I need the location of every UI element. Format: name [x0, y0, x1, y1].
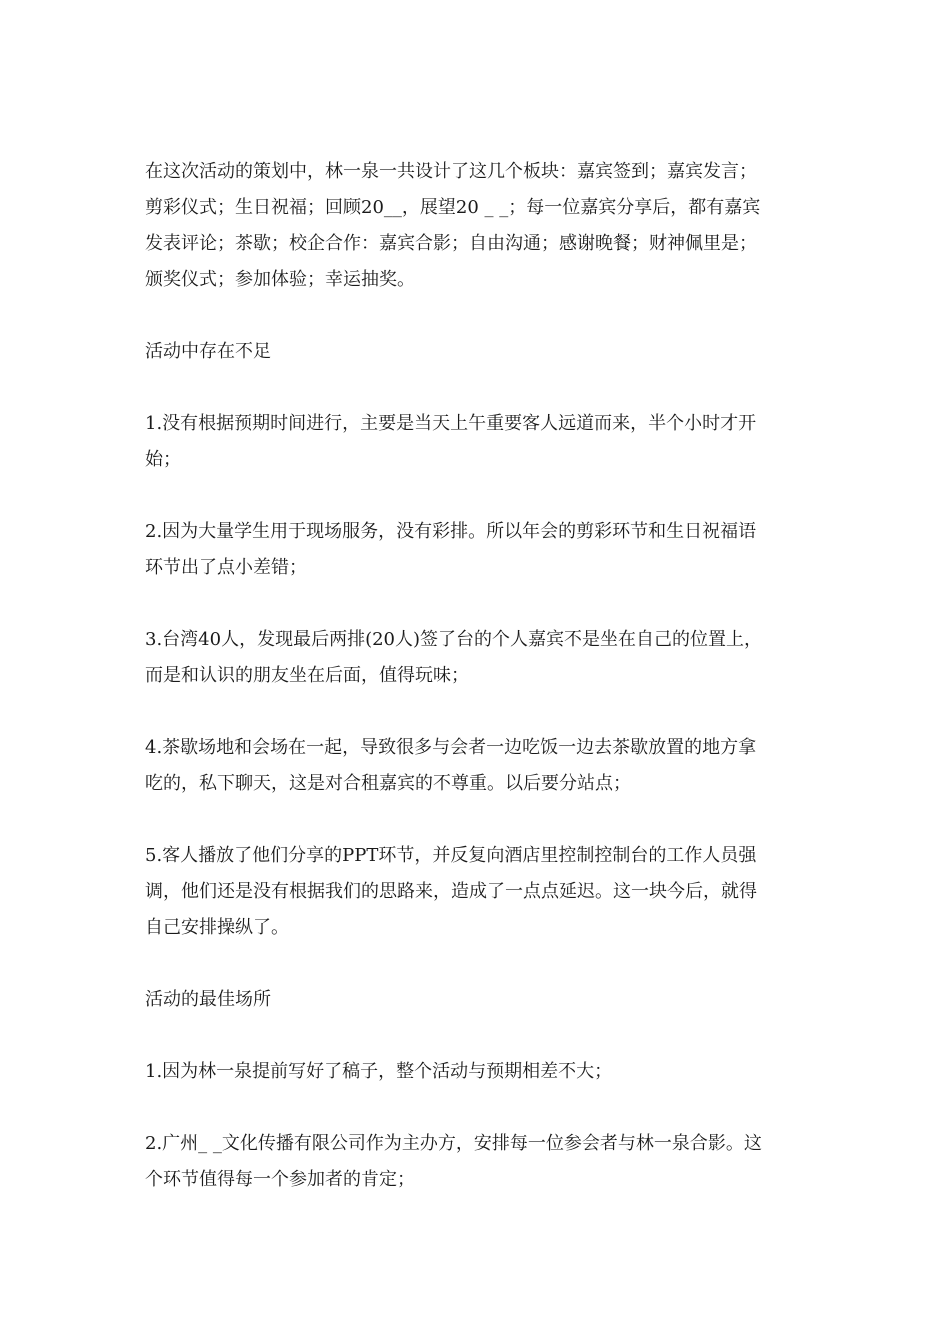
section-heading-shortcomings [145, 334, 810, 370]
shortcoming-item-5 [145, 838, 810, 946]
text-line: 始； [145, 449, 181, 470]
text-line: 个环节值得每一个参加者的肯定； [145, 1169, 415, 1190]
text-line: 2.广州_ _文化传播有限公司作为主办方，安排每一位参会者与林一泉合影。这 [145, 1133, 762, 1154]
text-line: 2.因为大量学生用于现场服务，没有彩排。所以年会的剪彩环节和生日祝福语 [145, 521, 757, 542]
text-line: 4.茶歇场地和会场在一起，导致很多与会者一边吃饭一边去茶歇放置的地方拿 [145, 737, 757, 758]
heading-text: 活动的最佳场所 [145, 989, 271, 1010]
text-line: 吃的，私下聊天，这是对合租嘉宾的不尊重。以后要分站点； [145, 773, 631, 794]
text-line: 1.因为林一泉提前写好了稿子，整个活动与预期相差不大； [145, 1061, 613, 1082]
text-line: 环节出了点小差错； [145, 557, 307, 578]
highlight-item-1 [145, 1054, 810, 1090]
text-line: 3.台湾40人，发现最后两排(20人)签了台的个人嘉宾不是坐在自己的位置上， [145, 629, 763, 650]
heading-text: 活动中存在不足 [145, 341, 271, 362]
text-line: 发表评论；茶歇；校企合作：嘉宾合影；自由沟通；感谢晚餐；财神佩里是； [145, 233, 757, 254]
text-line: 1.没有根据预期时间进行，主要是当天上午重要客人远道而来，半个小时才开 [145, 413, 757, 434]
intro-paragraph [145, 154, 810, 298]
text-line: 颁奖仪式；参加体验；幸运抽奖。 [145, 269, 415, 290]
shortcoming-item-4 [145, 730, 810, 802]
text-line: 而是和认识的朋友坐在后面，值得玩味； [145, 665, 469, 686]
document-body [145, 154, 810, 1234]
shortcoming-item-2 [145, 514, 810, 586]
highlight-item-2 [145, 1126, 810, 1198]
shortcoming-item-3 [145, 622, 810, 694]
shortcoming-item-1 [145, 406, 810, 478]
text-line: 自己安排操纵了。 [145, 917, 289, 938]
section-heading-highlights [145, 982, 810, 1018]
text-line: 调，他们还是没有根据我们的思路来，造成了一点点延迟。这一块今后，就得 [145, 881, 757, 902]
text-line: 5.客人播放了他们分享的PPT环节，并反复向酒店里控制控制台的工作人员强 [145, 845, 757, 866]
text-line: 剪彩仪式；生日祝福；回顾20__，展望20 _ _；每一位嘉宾分享后，都有嘉宾 [145, 197, 761, 218]
text-line: 在这次活动的策划中，林一泉一共设计了这几个板块：嘉宾签到；嘉宾发言； [145, 161, 757, 182]
